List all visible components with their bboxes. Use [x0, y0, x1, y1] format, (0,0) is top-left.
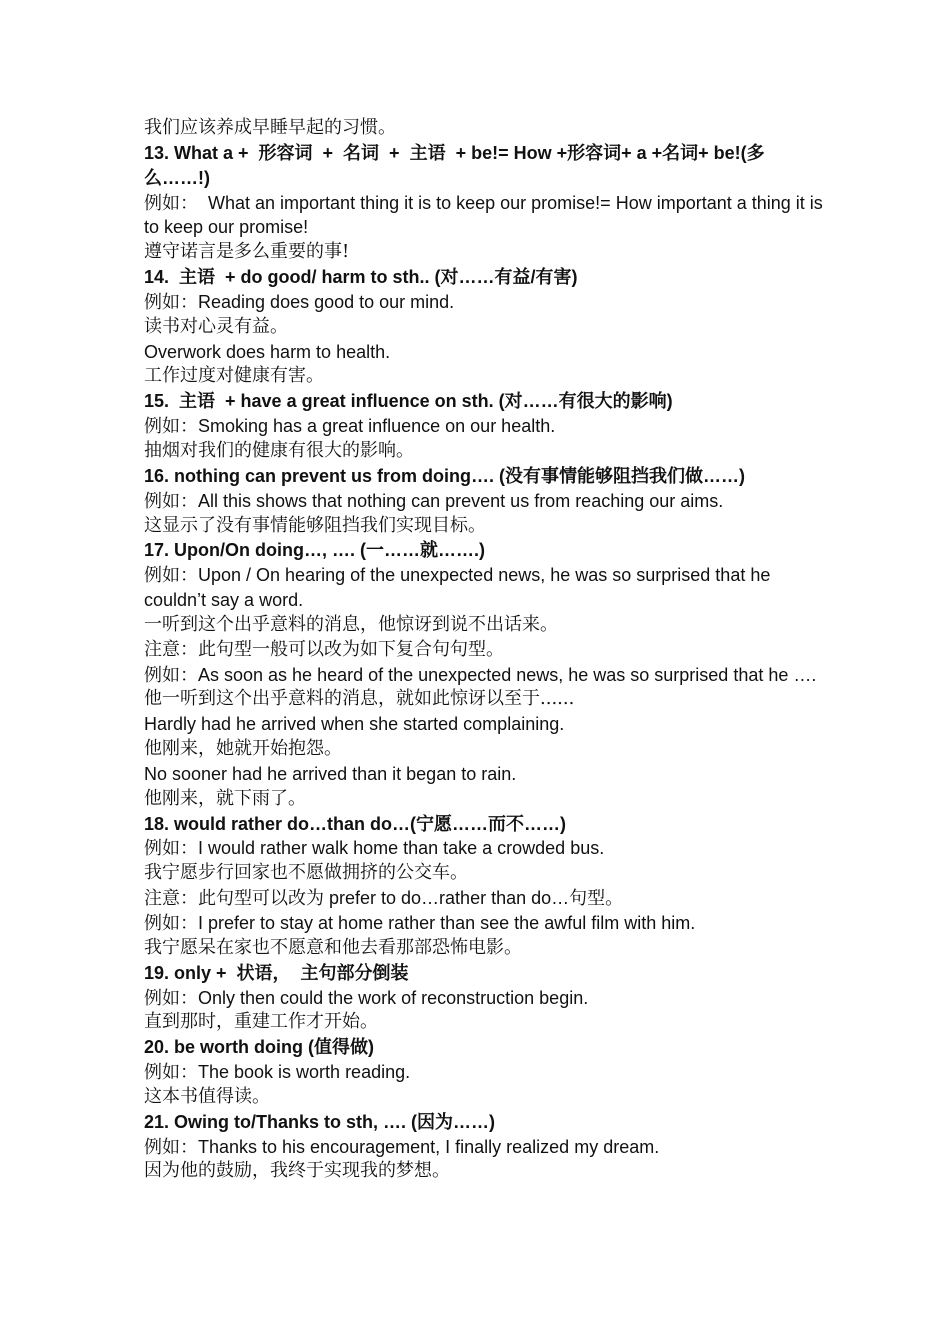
text-line: 例如：The book is worth reading. — [144, 1062, 411, 1083]
text-line: 遵守诺言是多么重要的事! — [144, 241, 350, 263]
section-heading: 19. only + 状语， 主句部分倒装 — [144, 962, 409, 983]
text-line: 一听到这个出乎意料的消息，他惊讶到说不出话来。 — [144, 613, 558, 635]
text-line: 我宁愿步行回家也不愿做拥挤的公交车。 — [144, 862, 468, 884]
text-line: 他刚来，她就开始抱怨。 — [144, 738, 342, 760]
text-line: 这本书值得读。 — [144, 1085, 270, 1107]
text-line: 例如：All this shows that nothing can prevent us from reaching our aims. — [144, 490, 724, 511]
section-heading: 17. Upon/On doing…, …. (一……就…….) — [144, 540, 485, 561]
section-heading: 21. Owing to/Thanks to sth, …. (因为……) — [144, 1111, 496, 1132]
text-line: 抽烟对我们的健康有很大的影响。 — [144, 439, 414, 461]
text-line: 这显示了没有事情能够阻挡我们实现目标。 — [144, 514, 486, 536]
text-line: 他刚来，就下雨了。 — [144, 787, 306, 809]
text-line: 例如：As soon as he heard of the unexpected news, he was so surprised that he …. — [144, 664, 817, 685]
text-line: No sooner had he arrived than it began to rain. — [144, 763, 517, 784]
section-heading: 20. be worth doing (值得做) — [144, 1037, 374, 1058]
text-line: 例如：I prefer to stay at home rather than see the awful film with him. — [144, 913, 696, 933]
text-line: 例如：I would rather walk home than take a crowded bus. — [144, 838, 605, 859]
document-body — [144, 116, 828, 1184]
text-line: Hardly had he arrived when she started complaining. — [144, 714, 565, 735]
text-line: 例如：Thanks to his encouragement, I finally realized my dream. — [144, 1136, 660, 1157]
section-heading: 15. 主语 + have a great influence on sth. (对……有很大的影响) — [144, 391, 673, 412]
text-line: 例如：Smoking has a great influence on our health. — [144, 416, 556, 437]
text-line: 工作过度对健康有害。 — [144, 365, 324, 387]
text-line: 直到那时，重建工作才开始。 — [144, 1011, 378, 1033]
section-heading: 14. 主语 + do good/ harm to sth.. (对……有益/有害) — [144, 267, 578, 288]
text-line: 注意：此句型可以改为 prefer to do…rather than do…句型。 — [144, 888, 624, 909]
text-line: 我们应该养成早睡早起的习惯。 — [144, 117, 396, 138]
section-heading: 13. What a + 形容词 + 名词 + 主语 + be!= How +形容词+ a +名词+ be!(多么……!) — [144, 142, 765, 188]
text-line: 例如： What an important thing it is to keep our promise!= How important a thing it is to keep our promise! — [144, 192, 828, 238]
text-line: 我宁愿呆在家也不愿意和他去看那部恐怖电影。 — [144, 936, 522, 958]
text-line: 他一听到这个出乎意料的消息，就如此惊讶以至于...... — [144, 688, 575, 710]
text-line: 注意：此句型一般可以改为如下复合句句型。 — [144, 638, 504, 660]
section-heading: 18. would rather do…than do…(宁愿……而不……) — [144, 813, 566, 834]
text-line: Overwork does harm to health. — [144, 341, 391, 362]
section-heading: 16. nothing can prevent us from doing…. (没有事情能够阻挡我们做……) — [144, 465, 746, 486]
text-line: 例如：Reading does good to our mind. — [144, 291, 455, 312]
text-line: 例如：Only then could the work of reconstruction begin. — [144, 987, 589, 1008]
text-line: 例如：Upon / On hearing of the unexpected news, he was so surprised that he couldn’t say a word. — [144, 565, 776, 611]
text-line: 因为他的鼓励，我终于实现我的梦想。 — [144, 1160, 450, 1182]
text-line: 读书对心灵有益。 — [144, 315, 288, 337]
